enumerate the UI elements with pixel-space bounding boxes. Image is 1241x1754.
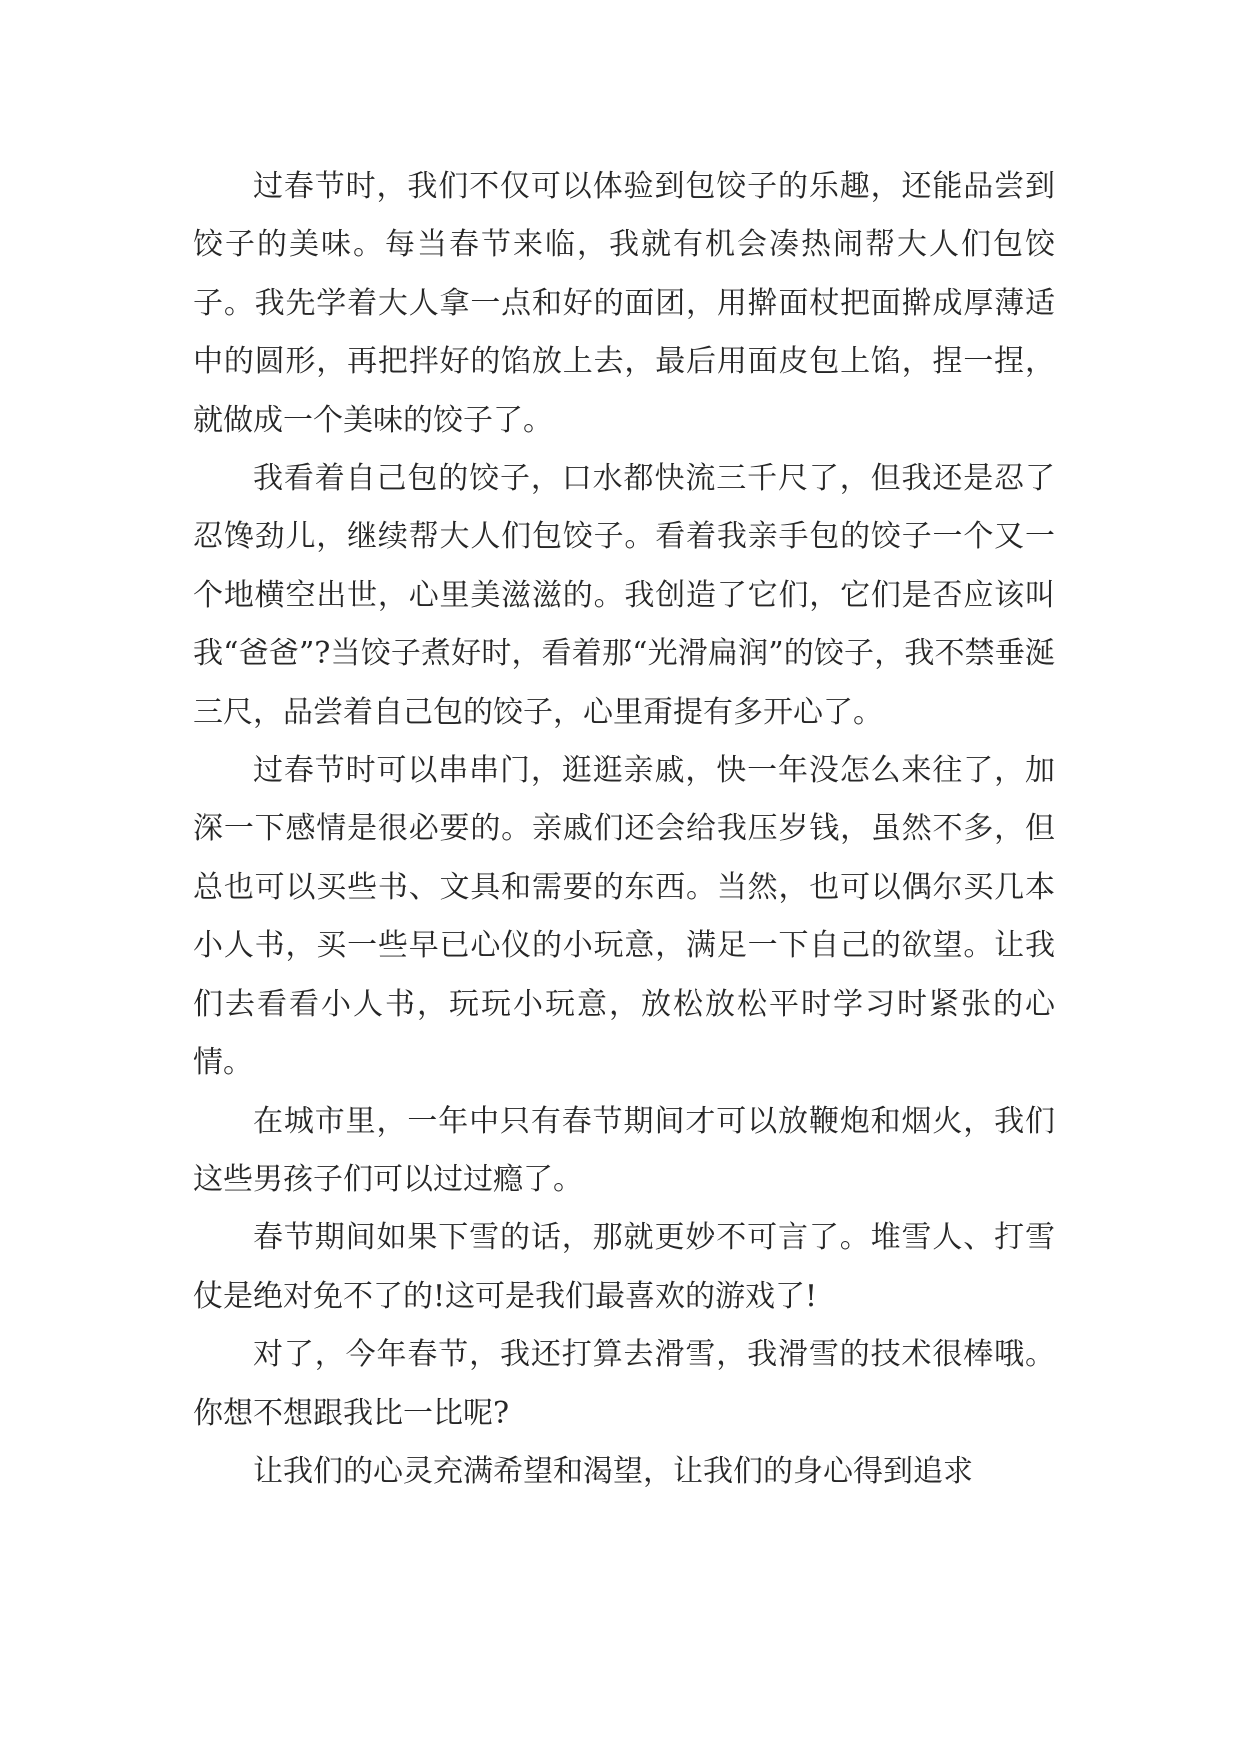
- paragraph-visiting-relatives: 过春节时可以串串门，逛逛亲戚，快一年没怎么来往了，加深一下感情是很必要的。亲戚们还会给我压岁钱，虽然不多，但总也可以买些书、文具和需要的东西。当然，也可以偶尔买几本小人书，买一些早已心仪的小玩意，满足一下自己的欲望。让我们去看看小人书，玩玩小玩意，放松放松平时学习时紧张的心情。: [193, 753, 1055, 1081]
- document-body: [193, 158, 1055, 1501]
- paragraph-snow: 春节期间如果下雪的话，那就更妙不可言了。堆雪人、打雪仗是绝对免不了的!这可是我们最喜欢的游戏了!: [193, 1220, 1055, 1314]
- paragraph-dumplings: 过春节时，我们不仅可以体验到包饺子的乐趣，还能品尝到饺子的美味。每当春节来临，我就有机会凑热闹帮大人们包饺子。我先学着大人拿一点和好的面团，用擀面杖把面擀成厚薄适中的圆形，再把拌好的馅放上去，最后用面皮包上馅，捏一捏，就做成一个美味的饺子了。: [193, 169, 1055, 438]
- paragraph-firecrackers: 在城市里，一年中只有春节期间才可以放鞭炮和烟火，我们这些男孩子们可以过过瘾了。: [193, 1103, 1055, 1197]
- paragraph-eating-dumplings: 我看着自己包的饺子，口水都快流三千尺了，但我还是忍了忍馋劲儿，继续帮大人们包饺子。看着我亲手包的饺子一个又一个地横空出世，心里美滋滋的。我创造了它们，它们是否应该叫我“爸爸”?当饺子煮好时，看着那“光滑扁润”的饺子，我不禁垂涎三尺，品尝着自己包的饺子，心里甭提有多开心了。: [193, 461, 1055, 730]
- paragraph-closing: 让我们的心灵充满希望和渴望，让我们的身心得到追求: [253, 1453, 973, 1489]
- paragraph-skiing: 对了，今年春节，我还打算去滑雪，我滑雪的技术很棒哦。你想不想跟我比一比呢?: [193, 1337, 1055, 1431]
